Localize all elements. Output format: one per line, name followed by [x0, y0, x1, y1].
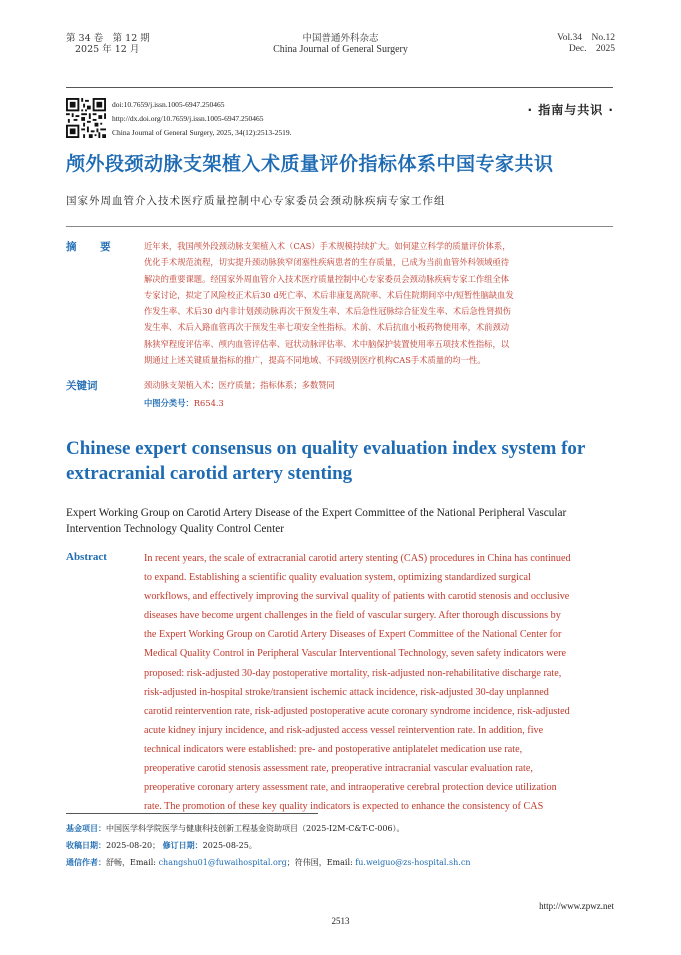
correspondence-label: 通信作者：: [66, 858, 106, 867]
abstract-en-line: diseases have become urgent challenges in the field of vascular surgery. After thorough discussions by: [144, 610, 561, 622]
classification-value: R654.3: [193, 398, 224, 408]
classification-label: 中图分类号：: [144, 398, 194, 408]
correspondence-note: [66, 857, 470, 868]
article-title-en: [66, 437, 626, 486]
abstract-en-line: acute kidney injury incidence, and risk-adjusted access vessel reintervention rate. In addition, five: [144, 724, 544, 736]
abstract-en-line: preoperative carotid stenosis assessment rate, preoperative intracranial vascular evaluation rate,: [144, 763, 533, 775]
abstract-cn-line: 解决的重要课题。经国家外周血管介入技术医疗质量控制中心专家委员会颈动脉疾病专家工作组全体: [144, 273, 510, 284]
title-en-line: Chinese expert consensus on quality evaluation index system for: [66, 438, 586, 459]
funding-note: [66, 823, 405, 834]
abstract-cn-line: 发生率、术后入路血管再次干预发生率七项安全性指标。术前、术后抗血小板药物使用率，术前颈动: [144, 322, 510, 333]
abstract-cn-line: 优化手术规范流程，切实提升颈动脉狭窄闭塞性疾病患者的生存质量，已成为当前血管外科领域亟待: [144, 257, 510, 268]
abstract-en-line: carotid reintervention rate, risk-adjusted postoperative acute coronary syndrome incidence, risk-adjusted: [144, 705, 570, 717]
abstract-en-line: technical indicators were established: pre- and postoperative antiplatelet medication use rate,: [144, 743, 523, 755]
dates-note: [66, 840, 257, 851]
abstract-label-cn: 摘 要: [66, 241, 121, 253]
author-en-line: Intervention Technology Quality Control Center: [66, 523, 284, 535]
abstract-en-line: proposed: risk-adjusted 30-day postoperative mortality, risk-adjusted non-rehabilitative discharge rate,: [144, 667, 562, 679]
revised-date: 2025-08-25。: [202, 841, 257, 850]
abstract-cn-line: 脉狭窄程度评估率、颅内血管评估率、冠状动脉评估率、术中脑保护装置使用率五项技术性指标，以: [144, 338, 510, 349]
received-date: 2025-08-20；: [106, 841, 161, 850]
journal-website[interactable]: http://www.zpwz.net: [539, 901, 614, 911]
qr-code-icon: [66, 98, 106, 138]
received-label: 收稿日期：: [66, 841, 106, 850]
author-group-en: [66, 505, 626, 537]
doi-text: doi:10.7659/j.issn.1005-6947.250465: [112, 100, 225, 109]
classification-line: [144, 397, 224, 409]
abstract-cn-line: 期通过上述关键质量指标的推广，提高不同地域、不同级别医疗机构CAS手术质量的均一性。: [144, 355, 486, 366]
abstract-en-line: Medical Quality Control in Peripheral Vascular Interventional Technology, seven safety indicators were: [144, 648, 567, 660]
funding-label: 基金项目：: [66, 824, 106, 833]
abstract-en-line: In recent years, the scale of extracranial carotid artery stenting (CAS) procedures in China has continued: [144, 553, 571, 564]
article-title-cn: 颅外段颈动脉支架植入术质量评价指标体系中国专家共识: [66, 153, 554, 175]
footnote-rule: [66, 813, 318, 814]
volume-issue-en: Vol.34 No.12: [557, 33, 615, 43]
doi-link[interactable]: http://dx.doi.org/10.7659/j.issn.1005-6947.250465: [112, 114, 264, 123]
column-tag: · 指南与共识 ·: [527, 103, 614, 117]
date-cn: 2025 年 12 月: [75, 44, 140, 55]
header-journal: [200, 33, 481, 55]
email-link-1[interactable]: changshu01@fuwaihospital.org: [158, 858, 287, 867]
header-volume-en: [520, 33, 615, 55]
abstract-cn-line: 作发生率、术后30 d内非计划颈动脉再次干预发生率、术后急性冠脉综合征发生率、术后急性肾损伤: [144, 306, 511, 317]
abstract-en-line: workflows, and effectively improving the survival quality of patients with carotid stenosis and occlusive: [144, 591, 570, 603]
revised-label: 修订日期：: [162, 841, 203, 850]
abstract-en-line: to expand. Establishing a scientific quality evaluation system, optimizing standardized surgical: [144, 572, 531, 584]
journal-name-cn: 中国普通外科杂志: [302, 33, 379, 44]
header-rule: [66, 87, 613, 88]
journal-name-en: China Journal of General Surgery: [273, 44, 408, 55]
citation-text: China Journal of General Surgery, 2025, 34(12):2513-2519.: [112, 128, 292, 137]
date-en: Dec. 2025: [568, 44, 615, 54]
keywords-label-cn: 关键词: [66, 380, 98, 392]
article-meta: [112, 98, 292, 140]
abstract-body-en: [144, 549, 614, 816]
header-volume-cn: [66, 33, 150, 55]
author-group-cn: 国家外周血管介入技术医疗质量控制中心专家委员会颈动脉疾病专家工作组: [66, 195, 446, 207]
correspondent-2: ；符伟国，Email:: [286, 858, 356, 867]
abstract-en-line: preoperative coronary artery assessment rate, and intraoperative cerebral protection device utilization: [144, 782, 557, 794]
funding-value: 中国医学科学院医学与健康科技创新工程基金资助项目（2025-I2M-C&T-C-006）。: [106, 824, 405, 833]
volume-issue-cn: 第 34 卷 第 12 期: [66, 33, 150, 44]
correspondent-1: 舒畅，Email:: [106, 858, 159, 867]
abstract-cn-line: 专家讨论，拟定了风险校正术后30 d死亡率、术后非康复离院率、术后住院期间卒中/短暂性脑缺血发: [144, 289, 514, 300]
abstract-cn-line: 近年来，我国颅外段颈动脉支架植入术（CAS）手术规模持续扩大。如何建立科学的质量评价体系，: [144, 241, 511, 251]
abstract-body-cn: [144, 238, 614, 368]
title-en-line: extracranial carotid artery stenting: [66, 462, 353, 484]
email-link-2[interactable]: fu.weiguo@zs-hospital.sh.cn: [355, 858, 471, 867]
keywords-cn: 颈动脉支架植入术；医疗质量；指标体系；多数赞同: [144, 380, 335, 390]
abstract-label-en: Abstract: [66, 551, 107, 563]
abstract-en-line: the Expert Working Group on Carotid Artery Diseases of Expert Committee of the National Center for: [144, 629, 562, 641]
section-rule: [66, 226, 613, 227]
abstract-en-line: rate. The promotion of these key quality indicators is expected to enhance the consistency of CAS: [144, 801, 544, 813]
author-en-line: Expert Working Group on Carotid Artery Disease of the Expert Committee of the National Peripheral Vascular: [66, 507, 567, 519]
abstract-en-line: risk-adjusted in-hospital stroke/transient ischemic attack incidence, risk-adjusted 30-day unplanned: [144, 686, 549, 698]
page-number: 2513: [331, 916, 350, 926]
